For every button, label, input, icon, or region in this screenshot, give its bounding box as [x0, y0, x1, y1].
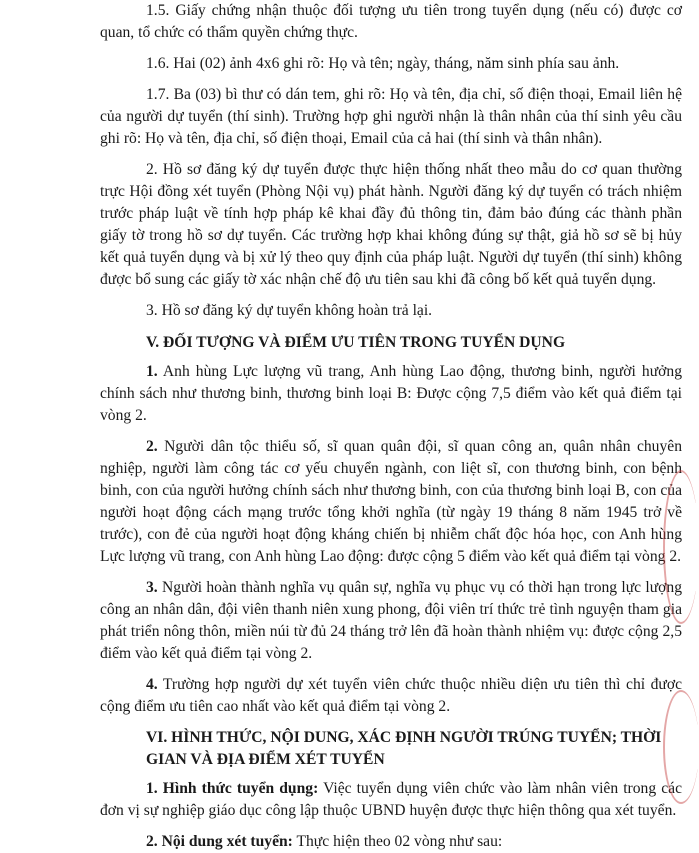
- section-v-heading: V. ĐỐI TƯỢNG VÀ ĐIỂM ƯU TIÊN TRONG TUYỂN DỤNG: [146, 334, 566, 351]
- item-number: 4.: [146, 676, 158, 693]
- item-text: Anh hùng Lực lượng vũ trang, Anh hùng Lao động, thương binh, người hưởng chính sách như thương binh, thương binh loại B: Được cộng 7,5 điểm vào kết quả điểm tại vòng 2.: [100, 363, 682, 424]
- paragraph-1-5: 1.5. Giấy chứng nhận thuộc đối tượng ưu tiên trong tuyển dụng (nếu có) được cơ quan, tổ chức có thẩm quyền chứng thực.: [100, 2, 682, 41]
- section-v-item-4: [100, 674, 682, 718]
- item-label: 2. Nội dung xét tuyển:: [146, 833, 293, 850]
- item-number: 2.: [146, 438, 158, 455]
- paragraph-1-6: 1.6. Hai (02) ảnh 4x6 ghi rõ: Họ và tên; ngày, tháng, năm sinh phía sau ảnh.: [146, 55, 620, 72]
- document-page: [100, 0, 682, 853]
- item-number: 1.: [146, 363, 158, 380]
- paragraph-3: 3. Hồ sơ đăng ký dự tuyển không hoàn trả lại.: [146, 302, 433, 319]
- section-vi-heading: VI. HÌNH THỨC, NỘI DUNG, XÁC ĐỊNH NGƯỜI TRÚNG TUYỂN; THỜI GIAN VÀ ĐỊA ĐIỂM XÉT TUYỂN: [146, 729, 662, 768]
- paragraph-2: 2. Hồ sơ đăng ký dự tuyển được thực hiện thống nhất theo mẫu do cơ quan thường trực Hội đồng xét tuyển (Phòng Nội vụ) phát hành. Người đăng ký dự tuyển có trách nhiệm trước pháp luật về tính hợp pháp kê khai đầy đủ thông tin, đảm bảo đúng các thành phần giấy tờ trong hồ sơ dự tuyển. Các trường hợp khai không đúng sự thật, giả hồ sơ sẽ bị hủy kết quả tuyển dụng và bị xử lý theo quy định của pháp luật. Người dự tuyển (thí sinh) không được bổ sung các giấy tờ xác nhận chế độ ưu tiên sau khi đã công bố kết quả tuyển dụng.: [100, 161, 682, 288]
- section-vi-item-2: [100, 831, 682, 853]
- item-text: Người dân tộc thiểu số, sĩ quan quân đội, sĩ quan công an, quân nhân chuyên nghiệp, người làm công tác cơ yếu chuyển ngành, con liệt sĩ, con thương binh, con bệnh binh, con của người hưởng chính sách như thương binh, con của thương binh loại B, con của người hoạt động cách mạng trước tổng khởi nghĩa (từ ngày 19 tháng 8 năm 1945 trở về trước), con đẻ của người hoạt động kháng chiến bị nhiễm chất độc hóa học, con Anh hùng Lực lượng vũ trang, con Anh hùng Lao động: được cộng 5 điểm vào kết quả điểm tại vòng 2.: [100, 438, 682, 565]
- section-vi-item-1: [100, 778, 682, 822]
- item-text: Trường hợp người dự xét tuyển viên chức thuộc nhiều diện ưu tiên thì chỉ được cộng điểm ưu tiên cao nhất vào kết quả điểm tại vòng 2.: [100, 676, 682, 715]
- item-number: 3.: [146, 579, 158, 596]
- item-text: Việc tuyển dụng viên chức vào làm nhân viên trong các đơn vị sự nghiệp giáo dục công lập thuộc UBND huyện được thực hiện thông qua xét tuyển.: [100, 780, 682, 819]
- section-v-item-2: [100, 436, 682, 568]
- item-text: Người hoàn thành nghĩa vụ quân sự, nghĩa vụ phục vụ có thời hạn trong lực lượng công an nhân dân, đội viên thanh niên xung phong, đội viên trí thức trẻ tình nguyện tham gia phát triển nông thôn, miền núi từ đủ 24 tháng trở lên đã hoàn thành nhiệm vụ: được cộng 2,5 điểm vào kết quả điểm tại vòng 2.: [100, 579, 682, 662]
- item-text: Thực hiện theo 02 vòng như sau:: [292, 833, 503, 850]
- section-v-item-3: [100, 577, 682, 665]
- item-label: 1. Hình thức tuyển dụng:: [146, 780, 319, 797]
- paragraph-1-7: 1.7. Ba (03) bì thư có dán tem, ghi rõ: Họ và tên, địa chỉ, số điện thoại, Email liên hệ của người dự tuyển (thí sinh). Trường hợp ghi người nhận là thân nhân của thí sinh yêu cầu ghi rõ: Họ và tên, địa chỉ, số điện thoại, Email của cả hai (thí sinh và thân nhân).: [100, 86, 682, 147]
- section-v-item-1: [100, 361, 682, 427]
